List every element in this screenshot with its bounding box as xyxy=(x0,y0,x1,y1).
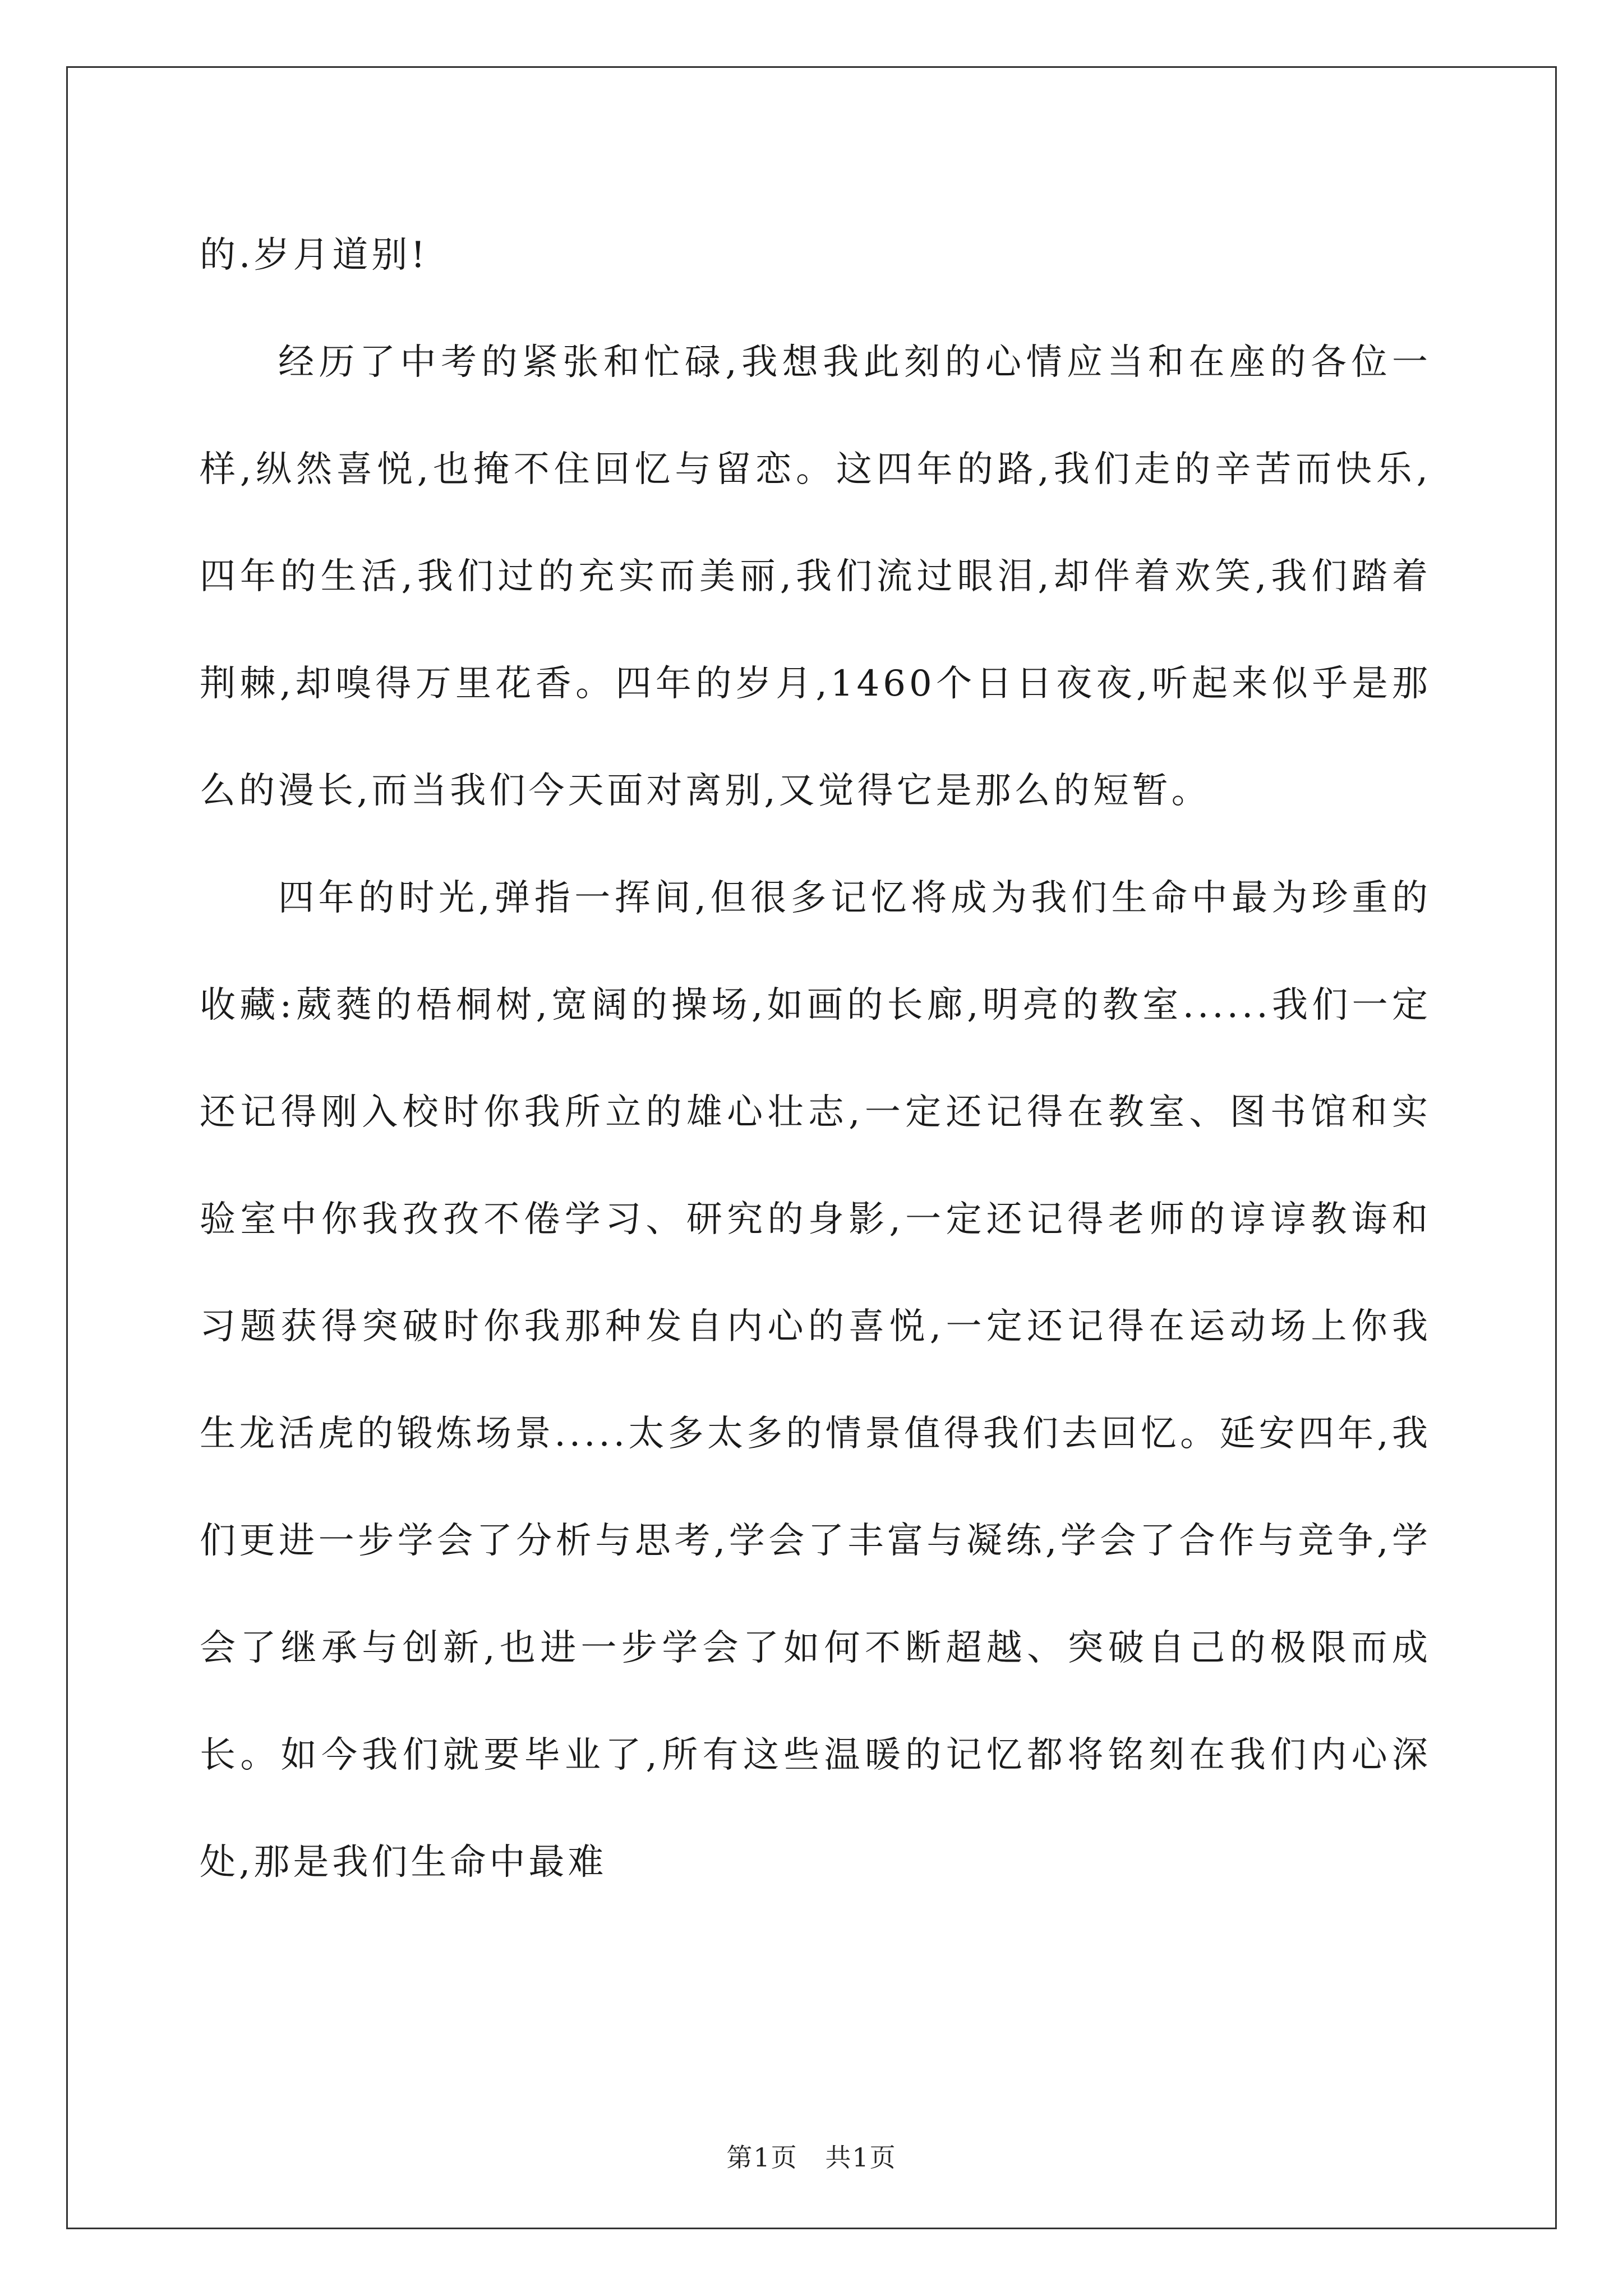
document-body xyxy=(200,202,1431,1916)
page-number-total: 共1页 xyxy=(825,2142,897,2173)
paragraph-3: 四年的时光,弹指一挥间,但很多记忆将成为我们生命中最为珍重的收藏:葳蕤的梧桐树,宽阔的操场,如画的长廊,明亮的教室......我们一定还记得刚入校时你我所立的雄心壮志,一定还记得在教室、图书馆和实验室中你我孜孜不倦学习、研究的身影,一定还记得老师的谆谆教诲和习题获得突破时你我那种发自内心的喜悦,一定还记得在运动场上你我生龙活虎的锻炼场景.....太多太多的情景值得我们去回忆。延安四年,我们更进一步学会了分析与思考,学会了丰富与凝练,学会了合作与竞争,学会了继承与创新,也进一步学会了如何不断超越、突破自己的极限而成长。如今我们就要毕业了,所有这些温暖的记忆都将铭刻在我们内心深处,那是我们生命中最难 xyxy=(200,877,1431,1883)
page-number-current: 第1页 xyxy=(726,2142,798,2173)
page-footer xyxy=(0,2137,1623,2174)
paragraph-2: 经历了中考的紧张和忙碌,我想我此刻的心情应当和在座的各位一样,纵然喜悦,也掩不住回忆与留恋。这四年的路,我们走的辛苦而快乐,四年的生活,我们过的充实而美丽,我们流过眼泪,却伴着欢笑,我们踏着荆棘,却嗅得万里花香。四年的岁月,1460个日日夜夜,听起来似乎是那么的漫长,而当我们今天面对离别,又觉得它是那么的短暂。 xyxy=(200,342,1431,812)
paragraph-1: 的.岁月道别! xyxy=(200,234,429,276)
